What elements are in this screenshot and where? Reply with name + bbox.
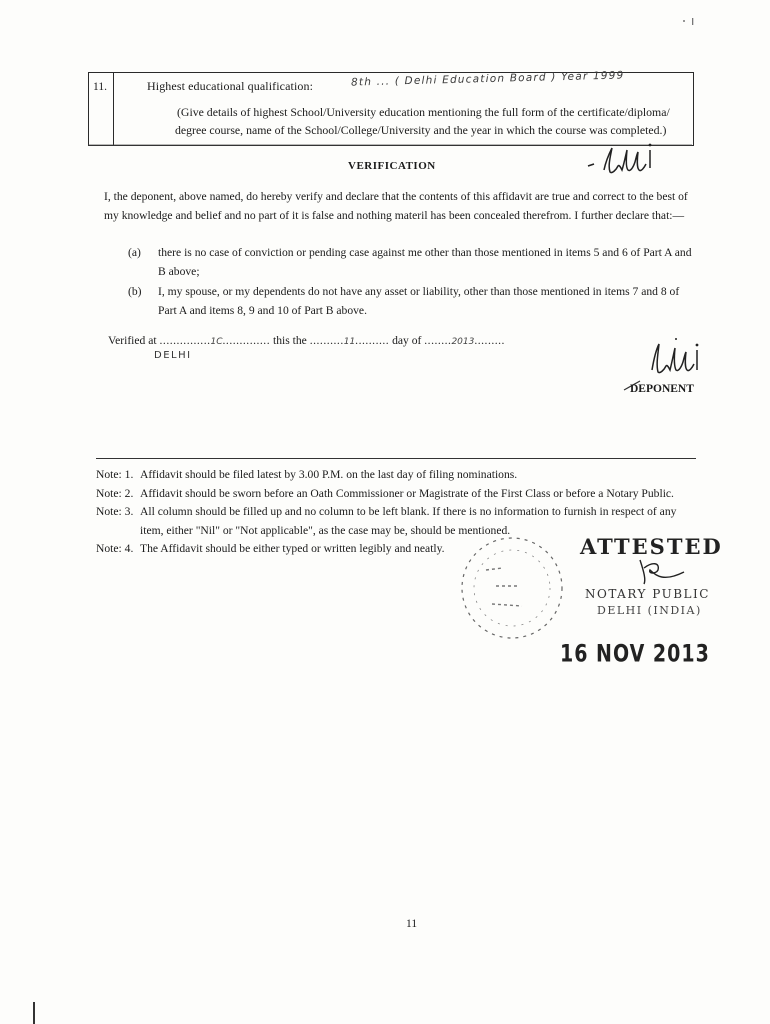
instruction-line-2: degree course, name of the School/College/University and the year in which the course was completed.) <box>175 123 667 137</box>
scan-specks <box>680 16 700 28</box>
instruction-line-1: (Give details of highest School/University education mentioning the full form of the certificate/diploma/ <box>177 105 670 119</box>
item-number: 11. <box>93 81 107 93</box>
deponent-signature <box>646 336 706 384</box>
qualification-handwritten-answer: 8th ... ( Delhi Education Board ) Year 1999 <box>350 69 625 89</box>
clause-b <box>128 283 698 321</box>
day-of-label: day of <box>392 334 422 347</box>
note-1-label: Note: 1. <box>96 468 134 481</box>
this-the-label: this the <box>273 334 307 347</box>
note-1-text: Affidavit should be filed latest by 3.00 P.M. on the last day of filing nominations. <box>140 468 518 481</box>
notary-signature <box>634 552 690 586</box>
verified-at-handwritten: 1C <box>210 337 223 347</box>
verified-at-label: Verified at <box>108 334 157 347</box>
day-of-dots-1: ........ <box>424 334 452 347</box>
scan-edge-mark <box>30 1000 40 1024</box>
note-4-text: The Affidavit should be either typed or written legibly and neatly. <box>140 542 445 555</box>
clause-a-text: there is no case of conviction or pending case against me other than those mentioned in items 5 and 6 of Part A and B above; <box>158 246 692 278</box>
notary-public-text: NOTARY PUBLIC <box>585 587 710 601</box>
clause-b-text: I, my spouse, or my dependents do not have any asset or liability, other than those mentioned in items 7 and 8 of Part A and items 8, 9 and 10 of Part B above. <box>158 285 680 317</box>
item-11-box <box>88 69 694 146</box>
this-the-dots-1: .......... <box>309 334 344 347</box>
qualification-instructions <box>177 103 697 139</box>
day-of-dots-2: ......... <box>474 334 505 347</box>
qualification-label: Highest educational qualification: <box>147 79 314 93</box>
verification-title: VERIFICATION <box>348 160 436 172</box>
top-signature <box>586 142 666 182</box>
note-2 <box>96 485 716 504</box>
clause-a-label: (a) <box>128 246 141 259</box>
place-handwritten: DELHI <box>154 350 192 361</box>
notary-location-text: DELHI (INDIA) <box>597 604 702 617</box>
clause-a <box>128 244 698 282</box>
clause-b-label: (b) <box>128 285 142 298</box>
this-the-handwritten: 11 <box>343 337 356 347</box>
page-number: 11 <box>406 918 418 930</box>
item-number-divider <box>113 73 114 145</box>
verified-at-dots-1: ............... <box>159 334 211 347</box>
verified-at-dots-2: .............. <box>222 334 271 347</box>
attested-stamp-text: ATTESTED <box>580 534 723 559</box>
note-2-text: Affidavit should be sworn before an Oath Commissioner or Magistrate of the First Class or before a Notary Public. <box>140 486 674 500</box>
note-3-label: Note: 3. <box>96 505 134 518</box>
deponent-label: DEPONENT <box>630 383 694 395</box>
day-of-handwritten: 2013 <box>451 337 475 347</box>
note-4-label: Note: 4. <box>96 542 134 555</box>
stamp-date: 16 NOV 2013 <box>560 640 710 668</box>
note-3-text: All column should be filled up and no column to be left blank. If there is no information to furnish in respect of any item, either "Nil" or "Not applicable", as the case may be, should be mentioned. <box>140 505 677 537</box>
verified-at-line <box>108 334 505 347</box>
verification-paragraph: I, the deponent, above named, do hereby verify and declare that the contents of this affidavit are true and correct to the best of my knowledge and belief and no part of it is false and nothing materil has been concealed therefrom. I further declare that:— <box>104 190 688 222</box>
notes-rule <box>96 458 696 459</box>
notary-round-seal <box>452 530 582 650</box>
note-1 <box>96 466 716 485</box>
this-the-dots-2: .......... <box>355 334 390 347</box>
note-2-label: Note: 2. <box>96 486 134 500</box>
